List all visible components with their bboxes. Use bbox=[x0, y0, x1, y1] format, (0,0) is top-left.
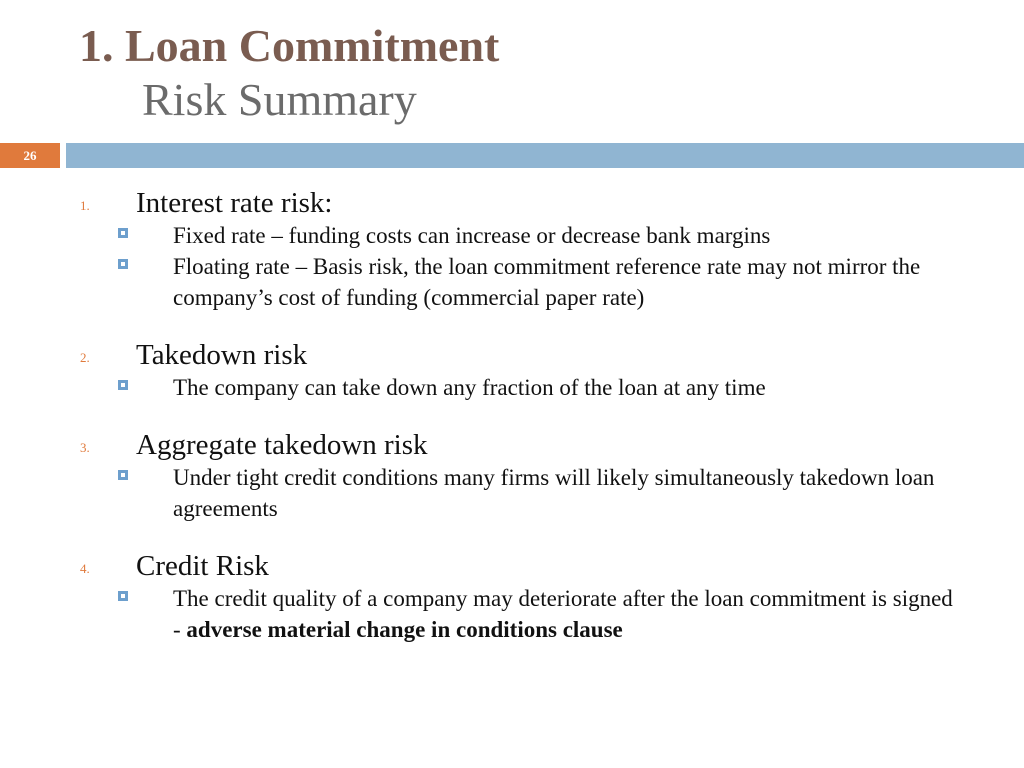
sub-bullet-text: Fixed rate – funding costs can increase or decrease bank margins bbox=[173, 223, 771, 248]
sub-bullet-text: Floating rate – Basis risk, the loan commitment reference rate may not mirror the company’s cost of funding (commercial paper rate) bbox=[173, 254, 921, 310]
sub-bullet bbox=[0, 462, 1024, 524]
item-number: 2. bbox=[80, 350, 90, 365]
sub-bullet-text: Under tight credit conditions many firms will likely simultaneously takedown loan agreements bbox=[173, 465, 935, 521]
square-bullet-icon bbox=[118, 591, 128, 601]
sub-bullet-text-plain: The credit quality of a company may deteriorate after the loan commitment is signed - bbox=[173, 586, 953, 642]
item-heading: Aggregate takedown risk bbox=[136, 429, 428, 461]
item-number: 3. bbox=[80, 440, 90, 455]
sub-bullet-text-bold: adverse material change in conditions clause bbox=[186, 617, 623, 642]
header-divider-bar bbox=[66, 143, 1024, 168]
slide-content bbox=[0, 186, 1024, 670]
square-bullet-icon bbox=[118, 259, 128, 269]
sub-bullet-text bbox=[173, 583, 953, 645]
list-item bbox=[0, 549, 1024, 645]
item-heading: Interest rate risk: bbox=[136, 187, 333, 219]
title-main: 1. Loan Commitment bbox=[79, 20, 500, 71]
slide-number: 26 bbox=[0, 143, 60, 168]
item-heading: Takedown risk bbox=[136, 339, 308, 371]
item-number: 4. bbox=[80, 561, 90, 576]
sub-bullet bbox=[0, 583, 1024, 645]
square-bullet-icon bbox=[118, 228, 128, 238]
list-item bbox=[0, 428, 1024, 524]
title-subtitle: Risk Summary bbox=[142, 74, 417, 125]
list-item bbox=[0, 186, 1024, 313]
square-bullet-icon bbox=[118, 380, 128, 390]
item-number: 1. bbox=[80, 198, 90, 213]
slide-title bbox=[79, 20, 499, 128]
sub-bullet bbox=[0, 220, 1024, 251]
item-heading: Credit Risk bbox=[136, 550, 269, 582]
sub-bullet-text: The company can take down any fraction of the loan at any time bbox=[173, 375, 766, 400]
sub-bullet bbox=[0, 251, 1024, 313]
square-bullet-icon bbox=[118, 470, 128, 480]
sub-bullet bbox=[0, 372, 1024, 403]
list-item bbox=[0, 338, 1024, 403]
